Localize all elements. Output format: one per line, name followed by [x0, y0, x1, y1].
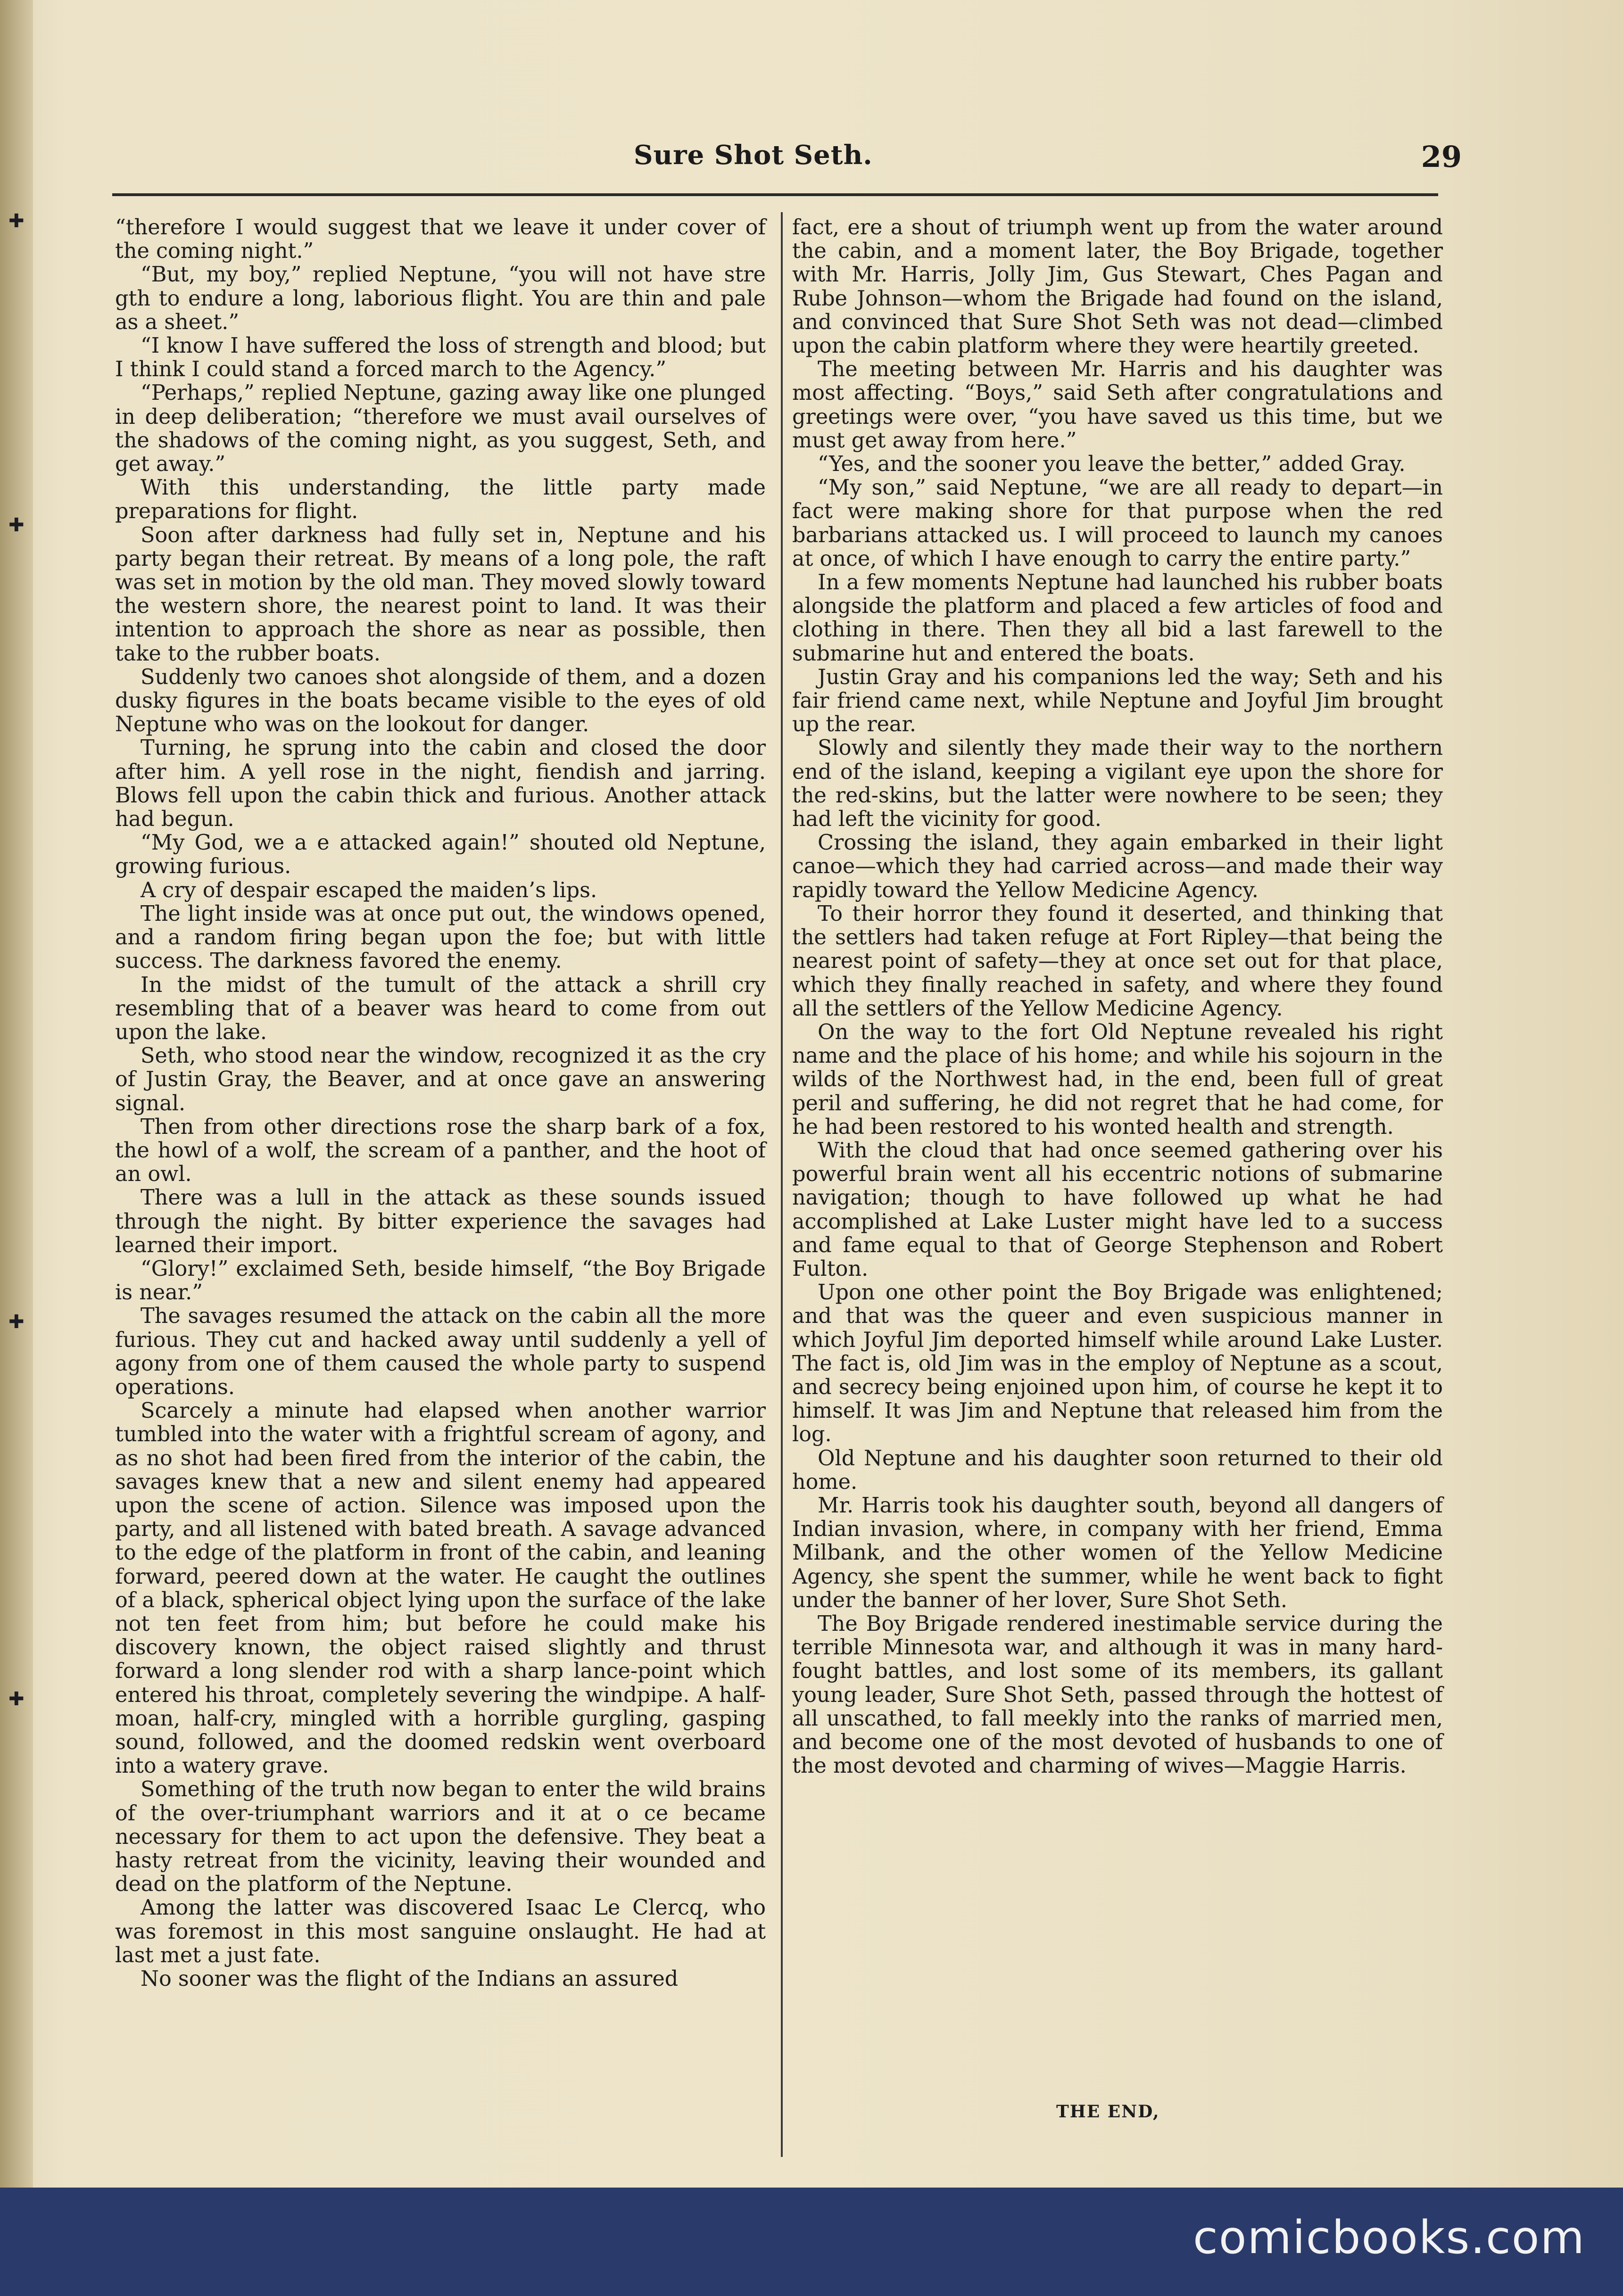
paragraph: In the midst of the tumult of the attack a shrill cry resembling that of a beaver was heard to come from out upon the lake. [115, 973, 766, 1044]
paragraph: Mr. Harris took his daughter south, beyond all dangers of Indian invasion, where, in company with her friend, Emma Milbank, and the other women of the Yellow Medicine Agency, she spent the summer, while he went back to fight under the banner of her lover, Sure Shot Seth. [792, 1493, 1443, 1612]
paragraph: Turning, he sprung into the cabin and closed the door after him. A yell rose in the night, fiendish and jarring. Blows fell upon the cabin thick and furious. Another attack had begun. [115, 736, 766, 832]
paragraph: “My son,” said Neptune, “we are all ready to depart—in fact were making shore for that purpose when the red barbarians attacked us. I will proceed to launch my canoes at once, of which I have enough to carry the entire party.” [792, 476, 1443, 571]
paragraph: fact, ere a shout of triumph went up from the water around the cabin, and a moment later, the Boy Brigade, together with Mr. Harris, Jolly Jim, Gus Stewart, Ches Pagan and Rube Johnson—whom the Brigade had found on the island, and convinced that Sure Shot Seth was not dead—climbed upon the cabin platform where they were heartily greeted. [792, 215, 1443, 358]
staple-mark-icon: ✚ [8, 210, 25, 232]
paragraph: A cry of despair escaped the maiden’s lips. [141, 878, 597, 902]
paragraph: There was a lull in the attack as these sounds issued through the night. By bitter experience the savages had learned their import. [115, 1186, 766, 1257]
paragraph: “therefore I would suggest that we leave it under cover of the coming night.” [115, 215, 766, 264]
paragraph: Justin Gray and his companions led the way; Seth and his fair friend came next, while Neptune and Joyful Jim brought up the rear. [792, 665, 1443, 737]
paragraph: “Perhaps,” replied Neptune, gazing away like one plunged in deep deliberation; “therefore we must avail ourselves of the shadows of the coming night, as you suggest, Seth, and get away.” [115, 381, 766, 477]
paragraph: “Yes, and the sooner you leave the better,” added Gray. [818, 452, 1406, 477]
paragraph: “I know I have suffered the loss of strength and blood; but I think I could stand a forced march to the Agency.” [115, 334, 766, 382]
running-header-title: Sure Shot Seth. [634, 140, 873, 171]
paragraph: No sooner was the flight of the Indians an assured [141, 1967, 679, 1991]
staple-mark-icon: ✚ [8, 1688, 25, 1710]
paragraph: Among the latter was discovered Isaac Le Clercq, who was foremost in this most sanguine onslaught. He had at last met a just fate. [115, 1896, 766, 1967]
paragraph: On the way to the fort Old Neptune revealed his right name and the place of his home; and while his sojourn in the wilds of the Northwest had, in the end, been full of great peril and suffering, he did not regret that he had come, for he had been restored to his wonted health and strength. [792, 1020, 1443, 1139]
paragraph: In a few moments Neptune had launched his rubber boats alongside the platform and placed a few articles of food and clothing in there. Then they all bid a last farewell to the submarine hut and entered the boats. [792, 570, 1443, 666]
paragraph: Seth, who stood near the window, recognized it as the cry of Justin Gray, the Beaver, and at once gave an answering signal. [115, 1044, 766, 1115]
watermark-text: comicbooks.com [1192, 2211, 1585, 2264]
paragraph: Crossing the island, they again embarked in their light canoe—which they had carried across—and made their way rapidly toward the Yellow Medicine Agency. [792, 831, 1443, 902]
the-end-label: THE END, [1056, 2102, 1160, 2122]
staple-mark-icon: ✚ [8, 514, 25, 536]
paragraph: To their horror they found it deserted, and thinking that the settlers had taken refuge at Fort Ripley—that being the nearest point of safety—they at once set out for that place, which they finally reached in safety, and where they found all the settlers of the Yellow Medicine Agency. [792, 901, 1443, 1021]
paragraph: “My God, we a e attacked again!” shouted old Neptune, growing furious. [115, 831, 766, 879]
page-number: 29 [1421, 140, 1462, 174]
paragraph: Suddenly two canoes shot alongside of them, and a dozen dusky figures in the boats became visible to the eyes of old Neptune who was on the lookout for danger. [115, 665, 766, 737]
left-text-column [115, 216, 766, 1991]
binding-gutter [0, 0, 33, 2296]
paragraph: With the cloud that had once seemed gathering over his powerful brain went all his eccentric notions of submarine navigation; though to have followed up what he had accomplished at Lake Luster might have led to a success and fame equal to that of George Stephenson and Robert Fulton. [792, 1138, 1443, 1281]
header-rule [112, 193, 1438, 196]
paragraph: Something of the truth now began to enter the wild brains of the over-triumphant warriors and it at o ce became necessary for them to act upon the defensive. They beat a hasty retreat from the vicinity, leaving their wounded and dead on the platform of the Neptune. [115, 1777, 766, 1897]
paragraph: “Glory!” exclaimed Seth, beside himself, “the Boy Brigade is near.” [115, 1256, 766, 1305]
column-divider [781, 212, 783, 2157]
paragraph: The Boy Brigade rendered inestimable service during the terrible Minnesota war, and although it was in many hard-fought battles, and lost some of its members, its gallant young leader, Sure Shot Seth, passed through the hottest of all unscathed, to fall meekly into the ranks of married men, and become one of the most devoted of husbands to one of the most devoted and charming of wives—Maggie Harris. [792, 1611, 1443, 1778]
paragraph: “But, my boy,” replied Neptune, “you will not have stre gth to endure a long, laborious flight. You are thin and pale as a sheet.” [115, 263, 766, 334]
paragraph: Scarcely a minute had elapsed when another warrior tumbled into the water with a frightful scream of agony, and as no shot had been fired from the interior of the cabin, the savages knew that a new and silent enemy had appeared upon the scene of action. Silence was imposed upon the party, and all listened with bated breath. A savage advanced to the edge of the platform in front of the cabin, and leaning forward, peered down at the water. He caught the outlines of a black, spherical object lying upon the surface of the lake not ten feet from him; but before he could make his discovery known, the object raised slightly and thrust forward a long slender rod with a sharp lance-point which entered his throat, completely severing the windpipe. A half-moan, half-cry, mingled with a horrible gurgling, gasping sound, followed, and the doomed redskin went overboard into a watery grave. [115, 1399, 766, 1778]
paragraph: The savages resumed the attack on the cabin all the more furious. They cut and hacked away until suddenly a yell of agony from one of them caused the whole party to suspend operations. [115, 1304, 766, 1399]
paragraph: The light inside was at once put out, the windows opened, and a random firing began upon the foe; but with little success. The darkness favored the enemy. [115, 901, 766, 974]
paragraph: With this understanding, the little party made preparations for flight. [115, 476, 766, 524]
paragraph: Upon one other point the Boy Brigade was enlightened; and that was the queer and even suspicious manner in which Joyful Jim deported himself while around Lake Luster. The fact is, old Jim was in the employ of Neptune as a scout, and secrecy being enjoined upon him, of course he kept it to himself. It was Jim and Neptune that released him from the log. [792, 1280, 1443, 1447]
staple-mark-icon: ✚ [8, 1311, 25, 1333]
right-text-column [792, 216, 1443, 1778]
paragraph: The meeting between Mr. Harris and his daughter was most affecting. “Boys,” said Seth after congratulations and greetings were over, “you have saved us this time, but we must get away from here.” [792, 357, 1443, 453]
paragraph: Soon after darkness had fully set in, Neptune and his party began their retreat. By means of a long pole, the raft was set in motion by the old man. They moved slowly toward the western shore, the nearest point to land. It was their intention to approach the shore as near as possible, then take to the rubber boats. [115, 523, 766, 666]
paragraph: Then from other directions rose the sharp bark of a fox, the howl of a wolf, the scream of a panther, and the hoot of an owl. [115, 1115, 766, 1187]
paragraph: Slowly and silently they made their way to the northern end of the island, keeping a vigilant eye upon the shore for the red-skins, but the latter were nowhere to be seen; they had left the vicinity for good. [792, 736, 1443, 832]
paragraph: Old Neptune and his daughter soon returned to their old home. [792, 1446, 1443, 1494]
